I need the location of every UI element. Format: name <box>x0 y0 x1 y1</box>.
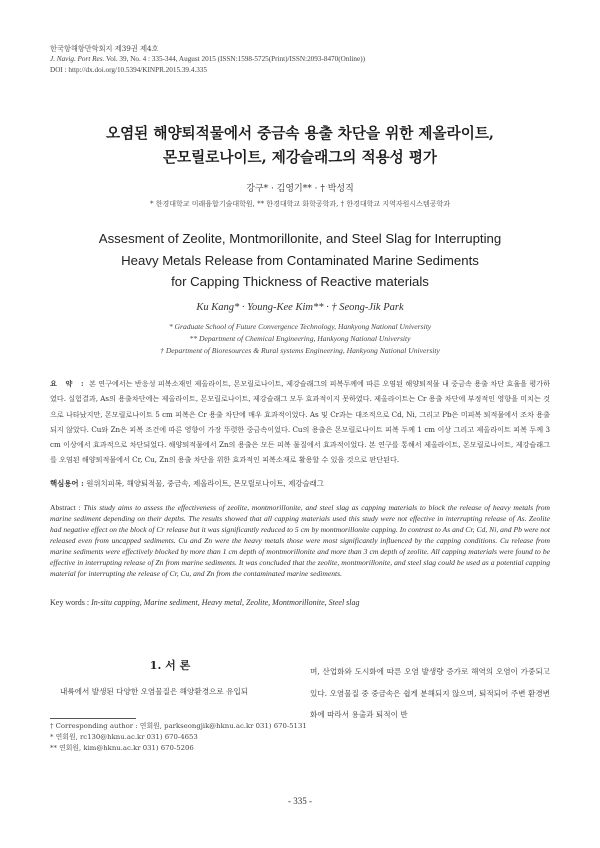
english-abstract <box>50 502 550 579</box>
korean-abstract-text: 본 연구에서는 반응성 피복소재인 제올라이트, 몬모릴로나이트, 제강슬래그의 피복두께에 따른 오염된 해양퇴적물 내 중금속 용출 차단 효율을 평가하였다. 실험결과, As의 용출차단에는 제올라이트, 몬모릴로나이트, 제강슬래그 모두 효과적이지 못하였다. 제올라이트는 Cr 용출 차단에 부정적인 영향을 미치는 것으로 나타났지만, 몬모릴로나이트 5 cm 피복은 Cr 용출 차단에 매우 효과적이었다. As 및 Cr과는 대조적으로 Cd, Ni, 그리고 Pb은 미피복 퇴적물에서 조차 용출되지 않았다. Cu와 Zn은 피복 조건에 따른 영향이 가장 뚜렷한 중금속이었다. Cu의 용출은 몬모릴로나이트 피복 두께 1 cm 이상 그리고 제올라이트 피복 두께 3 cm 이상에서 효과적으로 차단되었다. 해양퇴적물에서 Zn의 용출은 모든 피복 물질에서 효과적이었다. 본 연구를 통해서 제올라이트, 몬모릴로나이트, 제강슬래그를 오염된 해양퇴적물에서 Cr, Cu, Zn의 용출 차단을 위한 효과적인 피복소재로 활용할 수 있을 것으로 판단된다. <box>50 379 550 465</box>
section-heading: 1. 서 론 <box>149 659 191 672</box>
journal-citation-details: Vol. 39, No. 4 : 335-344, August 2015 (ISSN:1598-5725(Print)/ISSN:2093-8470(Online)) <box>104 55 365 64</box>
footnote-author-2: * 연회원, rc130@hknu.ac.kr 031) 670-4653 <box>50 733 198 741</box>
korean-affiliations: * 한경대학교 미래융합기술대학원, ** 한경대학교 화학공학과, † 한경대학교 지역자원시스템공학과 <box>150 200 450 208</box>
english-title <box>60 228 540 293</box>
footnotes <box>50 721 307 754</box>
affiliation-line-1: * Graduate School of Future Convergence Technology, Hankyong National University <box>168 322 432 331</box>
korean-title-line-1: 오염된 해양퇴적물에서 중금속 용출 차단을 위한 제올라이트, <box>105 125 494 142</box>
korean-title <box>40 122 560 170</box>
footnote-corresponding-author: † Corresponding author : 연회원, parkseongjik@hknu.ac.kr 031) 670-5131 <box>50 722 307 730</box>
english-abstract-label: Abstract : <box>50 503 81 512</box>
english-title-line-3: for Capping Thickness of Reactive materials <box>171 274 429 289</box>
footnote-divider <box>50 718 136 719</box>
affiliation-line-2: ** Department of Chemical Engineering, Hankyong National University <box>189 334 411 343</box>
english-authors: Ku Kang* · Young-Kee Kim** · † Seong-Jik Park <box>196 302 404 313</box>
english-abstract-text: This study aims to assess the effectiveness of zeolite, montmorillonite, and steel slag as capping materials to block the release of heavy metals from marine sediment depending on their depths. The results showed that all capping materials used this study were not effective in interrupting release of As. Zeolite had negative effect on the block of Cr release but it was significantly reduced to 5 cm by montmorillonite capping. In contrast to As and Cr, Cd, Ni, and Pb were not released even from uncapped sediments. Cu and Zn were the heavy metals those were most significantly influenced by the capping conditions. Cu release from marine sediments were effectively blocked by more than 1 cm depth of montmorillonite and more than 3 cm depth of zeolite. All capping materials were found to be effective in interrupting release of Zn from marine sediments. It was concluded that the zeolite, montmorillonite, and steel slag could be used as a potential capping material for interrupting the release of Cr, Cu, and Zn from the contaminated marine sediments. <box>50 503 550 578</box>
journal-abbreviation: J. Navig. Port Res. <box>50 55 105 64</box>
english-keywords-label: Key words : <box>50 598 90 607</box>
korean-abstract-label: 요 약 : <box>50 379 87 388</box>
korean-authors: 강구* · 김영기** · † 박성직 <box>246 184 354 194</box>
body-right-column: 며, 산업화와 도시화에 따른 오염 발생량 증가로 해역의 오염이 가중되고 있다. 오염물질 중 중금속은 쉽게 분해되지 않으며, 퇴적되어 주변 환경변화에 따라서 용출과 퇴적이 반 <box>310 667 550 719</box>
english-title-line-2: Heavy Metals Release from Contaminated Marine Sediments <box>121 252 479 268</box>
korean-keywords-label: 핵심용어 : <box>50 479 84 488</box>
korean-keywords <box>50 478 550 489</box>
korean-abstract <box>50 376 550 468</box>
english-affiliations <box>40 321 560 357</box>
journal-volume-line: 한국항해항만학회지 제39권 제4호 <box>50 44 159 53</box>
journal-header <box>50 44 365 75</box>
affiliation-line-3: † Department of Bioresources & Rural systems Engineering, Hankyong National University <box>160 346 440 355</box>
journal-citation-line <box>50 54 365 64</box>
korean-title-line-2: 몬모릴로나이트, 제강슬래그의 적용성 평가 <box>162 149 438 166</box>
page-number: - 335 - <box>288 796 312 806</box>
english-title-line-1: Assesment of Zeolite, Montmorillonite, and Steel Slag for Interrupting <box>98 231 502 246</box>
doi-line: DOI : http://dx.doi.org/10.5394/KINPR.2015.39.4.335 <box>50 65 207 74</box>
body-left-column: 내륙에서 발생된 다양한 오염물질은 해양환경으로 유입되 <box>60 687 249 696</box>
english-keywords <box>50 598 550 607</box>
english-keywords-text: In-situ capping, Marine sediment, Heavy metal, Zeolite, Montmorillonite, Steel slag <box>89 598 360 607</box>
korean-keywords-text: 원위치피복, 해양퇴적물, 중금속, 제올라이트, 몬모릴로나이트, 제강슬래그 <box>83 479 324 488</box>
footnote-author-3: ** 연회원, kim@hknu.ac.kr 031) 670-5206 <box>50 744 194 752</box>
